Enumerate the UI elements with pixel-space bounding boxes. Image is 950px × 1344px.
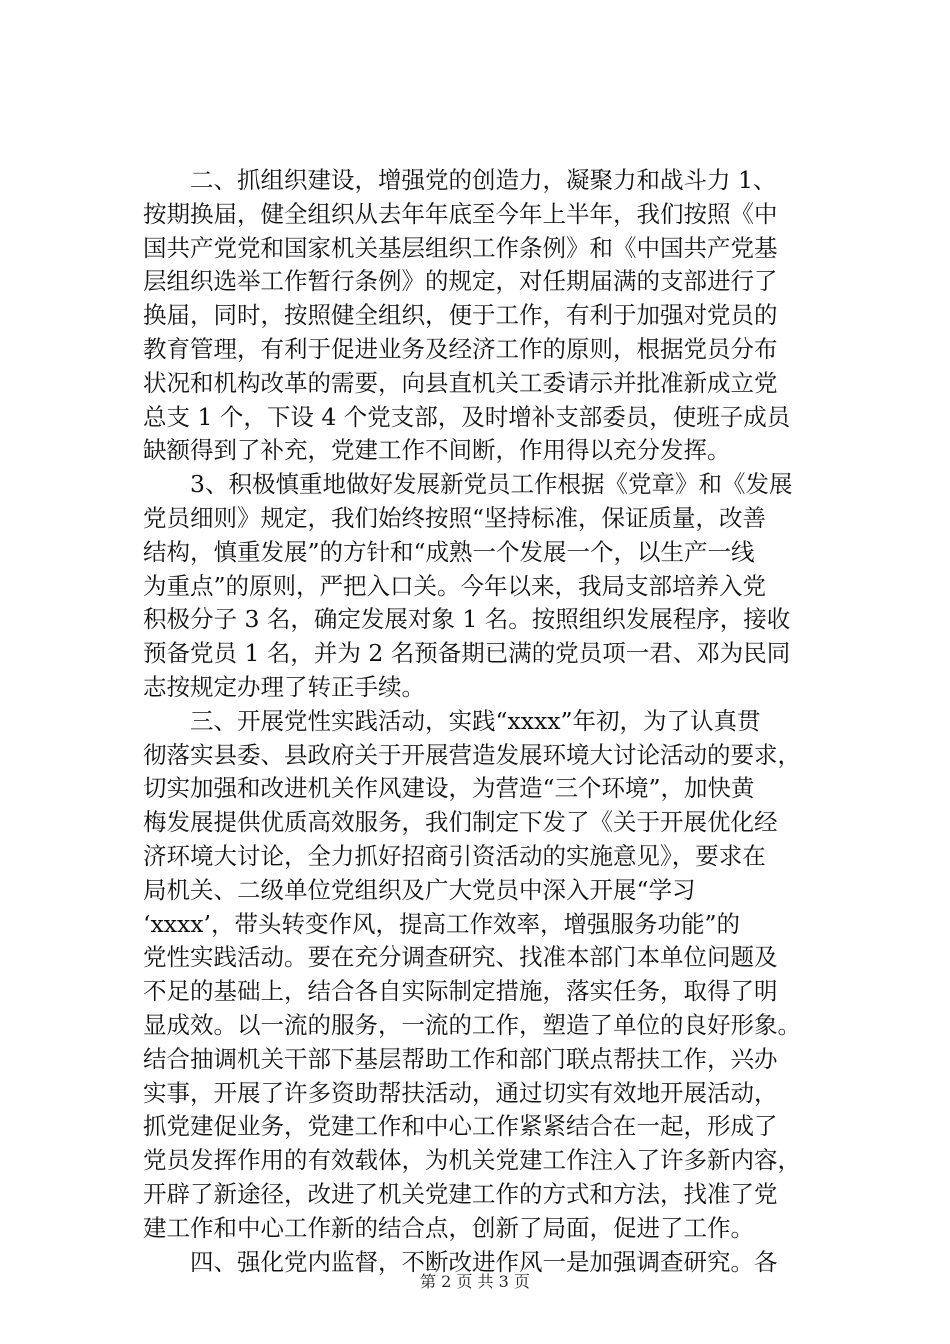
text-line: 彻落实县委、县政府关于开展营造发展环境大讨论活动的要求，: [143, 740, 801, 769]
text-line: 缺额得到了补充，党建工作不间断，作用得以充分发挥。: [143, 436, 731, 465]
text-line: 积极分子 3 名，确定发展对象 1 名。按照组织发展程序，接收: [143, 605, 791, 634]
text-line: 党员细则》规定，我们始终按照“坚持标准，保证质量，改善: [143, 503, 767, 532]
text-line: 济环境大讨论，全力抓好招商引资活动的实施意见》，要求在: [143, 841, 766, 870]
text-line: 二、抓组织建设，增强党的创造力，凝聚力和战斗力 1、: [190, 166, 777, 194]
text-line: 党员发挥作用的有效载体，为机关党建工作注入了许多新内容，: [143, 1146, 801, 1175]
text-line: 状况和机构改革的需要，向县直机关工委请示并批准新成立党: [143, 368, 778, 397]
text-line: 三、开展党性实践活动，实践“xxxx”年初，为了认真贯: [190, 706, 761, 735]
text-line: 预备党员 1 名，并为 2 名预备期已满的党员项一君、邓为民同: [143, 639, 791, 668]
text-line: 结构，慎重发展”的方针和“成熟一个发展一个，以生产一线: [143, 537, 755, 566]
text-line: 抓党建促业务，党建工作和中心工作紧紧结合在一起，形成了: [143, 1112, 778, 1141]
page-number-footer: 第 2 页 共 3 页: [420, 1272, 530, 1291]
text-line: 不足的基础上，结合各自实际制定措施，落实任务，取得了明: [143, 977, 778, 1006]
text-line: 换届，同时，按照健全组织，便于工作，有利于加强对党员的: [143, 301, 778, 330]
text-line: 层组织选举工作暂行条例》的规定，对任期届满的支部进行了: [143, 267, 778, 296]
text-line: 结合抽调机关干部下基层帮助工作和部门联点帮扶工作，兴办: [143, 1044, 778, 1073]
text-line: 梅发展提供优质高效服务，我们制定下发了《关于开展优化经: [143, 808, 778, 837]
text-line: 志按规定办理了转正手续。: [143, 672, 425, 701]
body-text: [143, 164, 833, 1279]
text-line: 总支 1 个，下设 4 个党支部，及时增补支部委员，使班子成员: [143, 402, 791, 431]
text-line: 建工作和中心工作新的结合点，创新了局面，促进了工作。: [143, 1213, 754, 1242]
text-line: 切实加强和改进机关作风建设，为营造“三个环境”，加快黄: [143, 774, 755, 803]
text-line: 开辟了新途径，改进了机关党建工作的方式和方法，找准了党: [143, 1179, 778, 1208]
text-line: 为重点”的原则，严把入口关。今年以来，我局支部培养入党: [143, 571, 767, 600]
text-line: ‘xxxx’，带头转变作风，提高工作效率，增强服务功能”的: [143, 909, 740, 938]
text-line: 按期换届，健全组织从去年年底至今年上半年，我们按照《中: [143, 199, 778, 228]
text-line: 局机关、二级单位党组织及广大党员中深入开展“学习: [143, 875, 696, 904]
text-line: 教育管理，有利于促进业务及经济工作的原则，根据党员分布: [143, 334, 778, 363]
text-line: 3、积极慎重地做好发展新党员工作根据《党章》和《发展: [190, 470, 793, 499]
text-line: 国共产党党和国家机关基层组织工作条例》和《中国共产党基: [143, 233, 778, 262]
text-line: 党性实践活动。要在充分调查研究、找准本部门本单位问题及: [143, 943, 778, 972]
text-line: 显成效。以一流的服务，一流的工作，塑造了单位的良好形象。: [143, 1010, 801, 1039]
text-line: 四、强化党内监督，不断改进作风一是加强调查研究。各: [190, 1247, 778, 1276]
text-line: 实事，开展了许多资助帮扶活动，通过切实有效地开展活动，: [143, 1078, 778, 1107]
